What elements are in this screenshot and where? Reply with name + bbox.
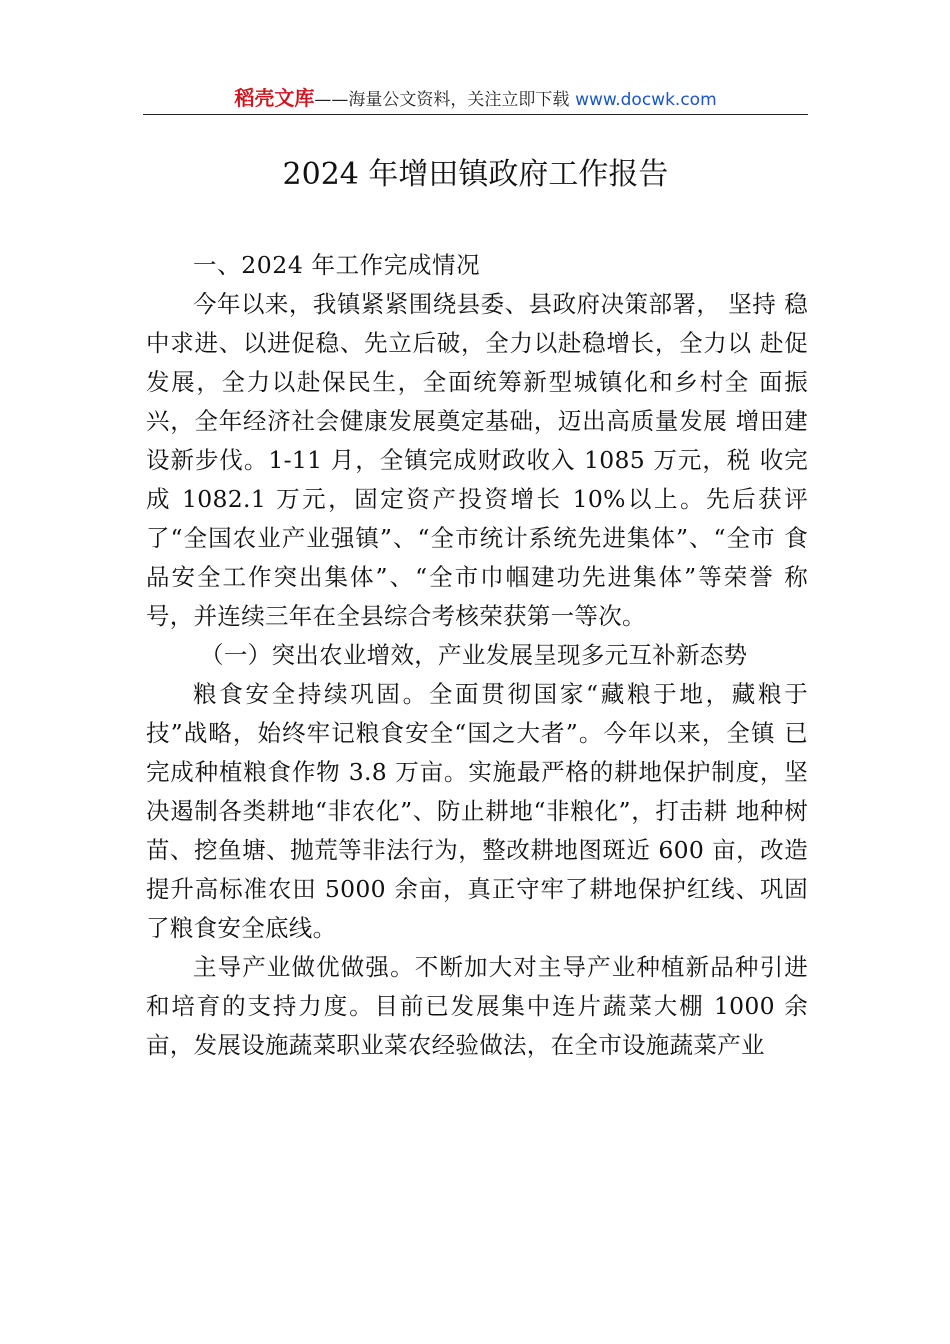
document-body bbox=[146, 246, 808, 1065]
paragraph: 主导产业做优做强。不断加大对主导产业种植新品种引进和培育的支持力度。目前已发展集中连片蔬菜大棚 1000 余亩，发展设施蔬菜职业菜农经验做法，在全市设施蔬菜产业 bbox=[146, 953, 808, 1059]
subsection-heading: （一）突出农业增效，产业发展呈现多元互补新态势 bbox=[200, 641, 748, 669]
header-divider bbox=[143, 114, 808, 115]
section-heading: 一、2024 年工作完成情况 bbox=[193, 251, 481, 279]
paragraph: 粮食安全持续巩固。全面贯彻国家“藏粮于地，藏粮于技”战略，始终牢记粮食安全“国之大者”。今年以来，全镇 已完成种植粮食作物 3.8 万亩。实施最严格的耕地保护制度，坚决遏制各类耕地“非农化”、防止耕地“非粮化”，打击耕 地种树苗、挖鱼塘、抛荒等非法行为，整改耕地图斑近 600 亩，改造提升高标准农田 5000 余亩，真正守牢了耕地保护红线、巩固了粮食安全底线。 bbox=[146, 680, 808, 942]
website-link[interactable]: www.docwk.com bbox=[575, 90, 717, 110]
brand-name: 稻壳文库 bbox=[234, 86, 315, 110]
paragraph: 今年以来，我镇紧紧围绕县委、县政府决策部署， 坚持 稳中求进、以进促稳、先立后破，全力以赴稳增长，全力以 赴促发展，全力以赴保民生，全面统筹新型城镇化和乡村全 面振兴，全年经济社会健康发展奠定基础，迈出高质量发展 增田建设新步伐。1-11 月，全镇完成财政收入 1085 万元，税 收完成 1082.1 万元，固定资产投资增长 10%以上。先后获评 了“全国农业产业强镇”、“全市统计系统先进集体”、“全市 食品安全工作突出集体”、“全市巾帼建功先进集体”等荣誉 称号，并连续三年在全县综合考核荣获第一等次。 bbox=[146, 290, 808, 630]
page-header bbox=[143, 84, 808, 112]
header-tagline: ——海量公文资料，关注立即下载 bbox=[314, 90, 570, 110]
document-title: 2024 年增田镇政府工作报告 bbox=[282, 157, 669, 192]
